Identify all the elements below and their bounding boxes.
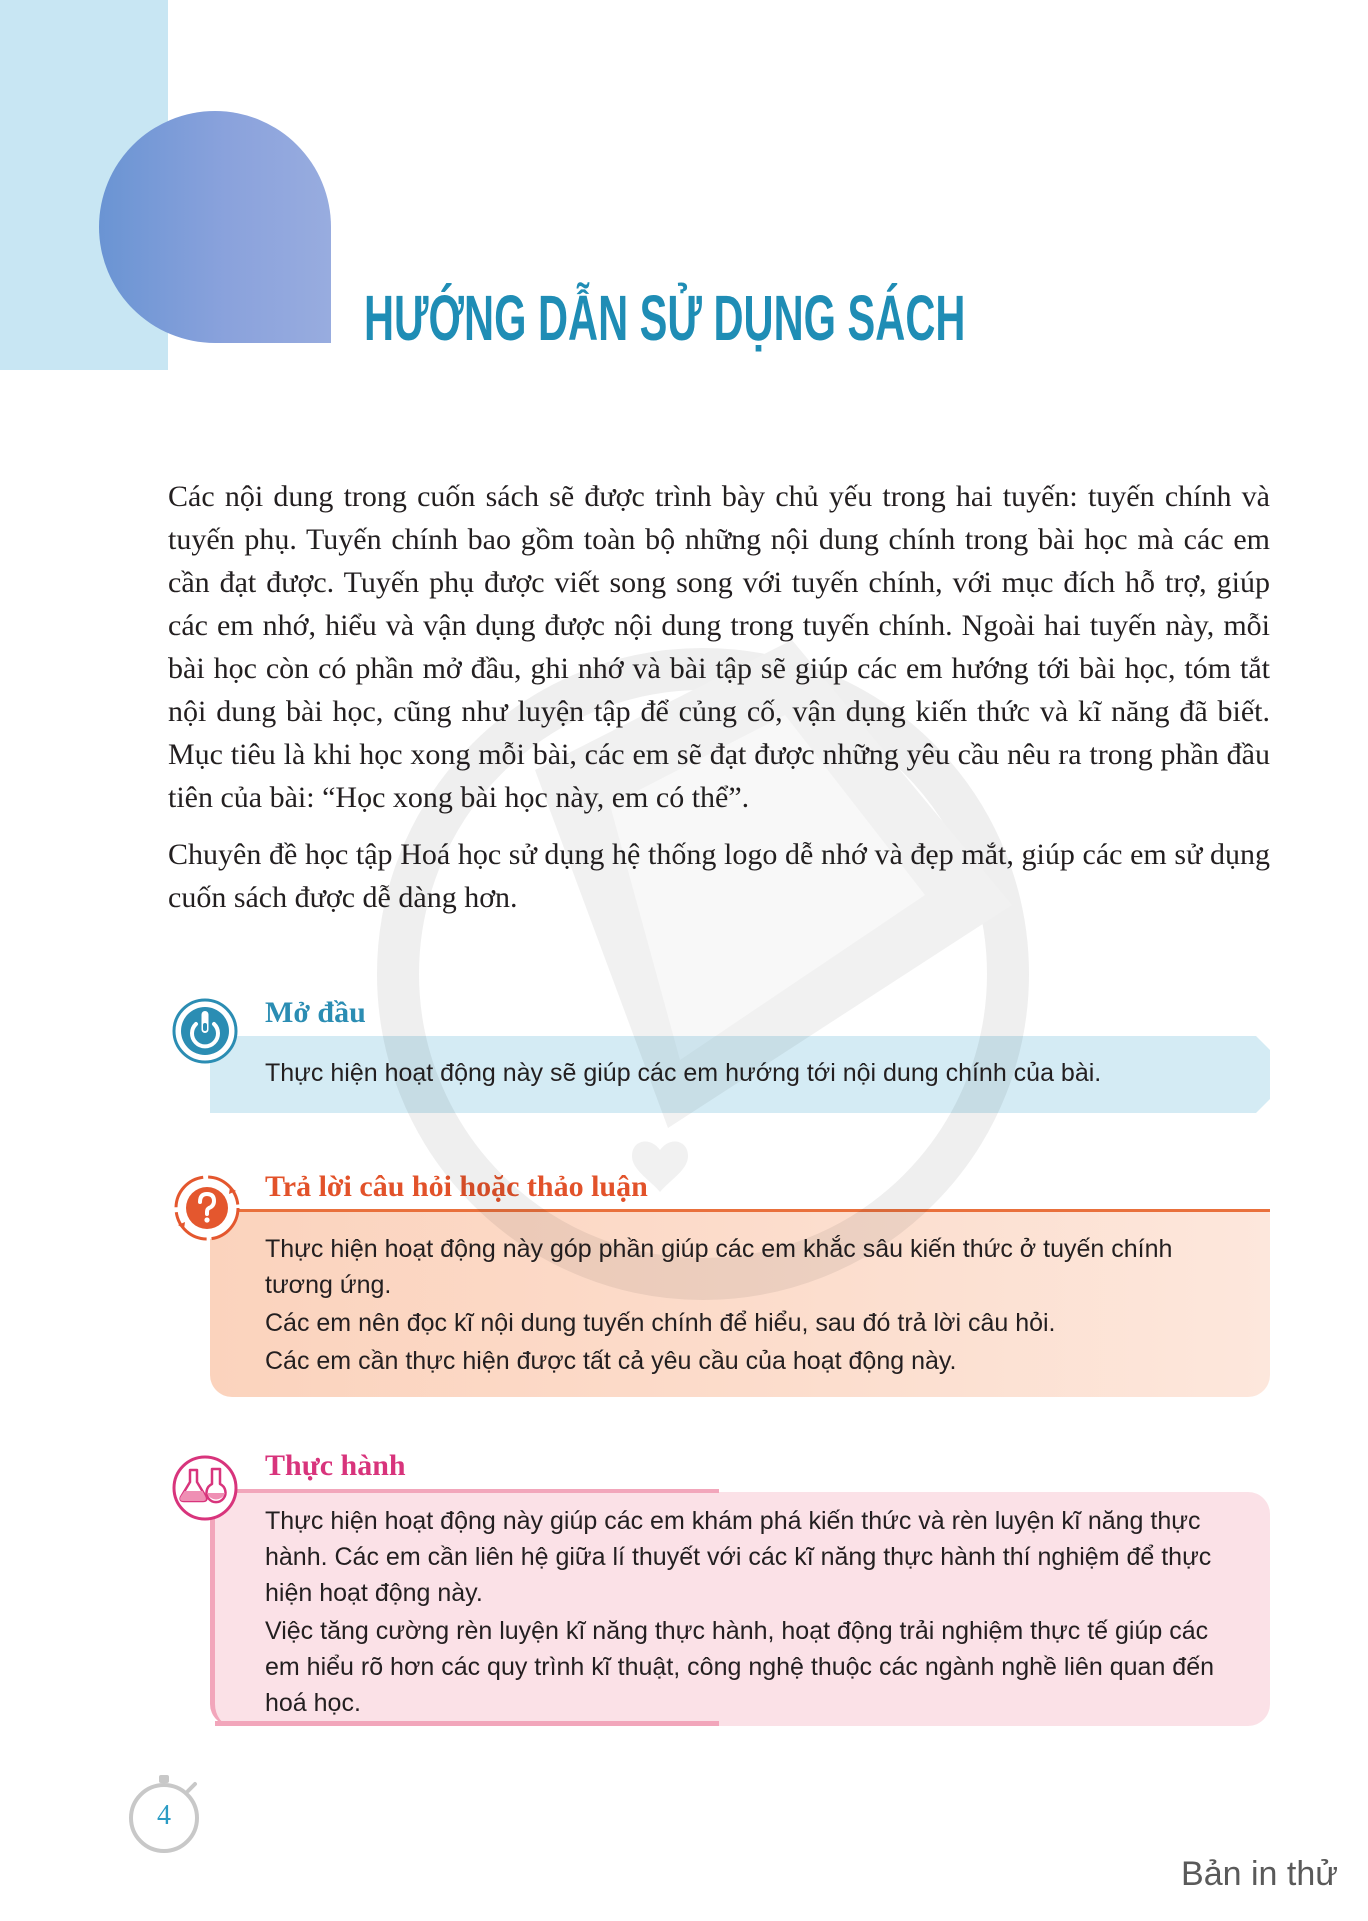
section-line: Thực hiện hoạt động này góp phần giúp các em khắc sâu kiến thức ở tuyến chính tương ứng. [265, 1235, 1173, 1299]
lab-flasks-icon [170, 1453, 240, 1523]
section-heading-opening: Mở đầu [265, 996, 366, 1029]
practice-bottom-divider [215, 1721, 719, 1726]
section-line: Thực hiện hoạt động này giúp các em khám phá kiến thức và rèn luyện kĩ năng thực hành. Các em cần liên hệ giữa lí thuyết với các kĩ năng thực hành thí nghiệm để thực hiện hoạt động này. [265, 1507, 1212, 1607]
section-heading-discussion: Trả lời câu hỏi hoặc thảo luận [265, 1170, 648, 1203]
page-number: 4 [157, 1800, 171, 1831]
page-title: HƯỚNG DẪN SỬ DỤNG SÁCH [364, 282, 966, 354]
discussion-divider [234, 1209, 1270, 1212]
power-test-tube-icon [170, 996, 240, 1066]
corner-decoration [99, 111, 331, 343]
section-line: Các em nên đọc kĩ nội dung tuyến chính để hiểu, sau đó trả lời câu hỏi. [265, 1309, 1056, 1337]
intro-paragraph: Các nội dung trong cuốn sách sẽ được trình bày chủ yếu trong hai tuyến: tuyến chính và tuyến phụ. Tuyến chính bao gồm toàn bộ những nội dung chính trong bài học mà các em cần đạt được. Tuyến phụ được viết song song với tuyến chính, với mục đích hỗ trợ, giúp các em nhớ, hiểu và vận dụng được nội dung trong tuyến chính. Ngoài hai tuyến này, mỗi bài học còn có phần mở đầu, ghi nhớ và bài tập sẽ giúp các em hướng tới bài học, tóm tắt nội dung bài học, cũng như luyện tập để củng cố, vận dụng kiến thức và kĩ năng đã biết. Mục tiêu là khi học xong mỗi bài, các em sẽ đạt được những yêu cầu nêu ra trong phần đầu tiên của bài: “Học xong bài học này, em có thể”. [168, 480, 1270, 814]
draft-label: Bản in thử [1181, 1855, 1338, 1893]
section-line: Thực hiện hoạt động này sẽ giúp các em hướng tới nội dung chính của bài. [265, 1059, 1102, 1087]
question-icon [172, 1173, 242, 1243]
section-text-discussion [265, 1231, 1215, 1379]
section-line: Các em cần thực hiện được tất cả yêu cầu của hoạt động này. [265, 1347, 957, 1375]
section-text-practice [265, 1503, 1215, 1721]
section-heading-practice: Thực hành [265, 1449, 406, 1482]
section-text-opening [265, 1055, 1215, 1091]
practice-top-divider [234, 1489, 719, 1493]
section-line: Việc tăng cường rèn luyện kĩ năng thực hành, hoạt động trải nghiệm thực tế giúp các em hiểu rõ hơn các quy trình kĩ thuật, công nghệ thuộc các ngành nghề liên quan đến hoá học. [265, 1617, 1214, 1717]
intro-paragraph: Chuyên đề học tập Hoá học sử dụng hệ thống logo dễ nhớ và đẹp mắt, giúp các em sử dụng cuốn sách được dễ dàng hơn. [168, 838, 1270, 914]
intro-text [168, 475, 1270, 919]
